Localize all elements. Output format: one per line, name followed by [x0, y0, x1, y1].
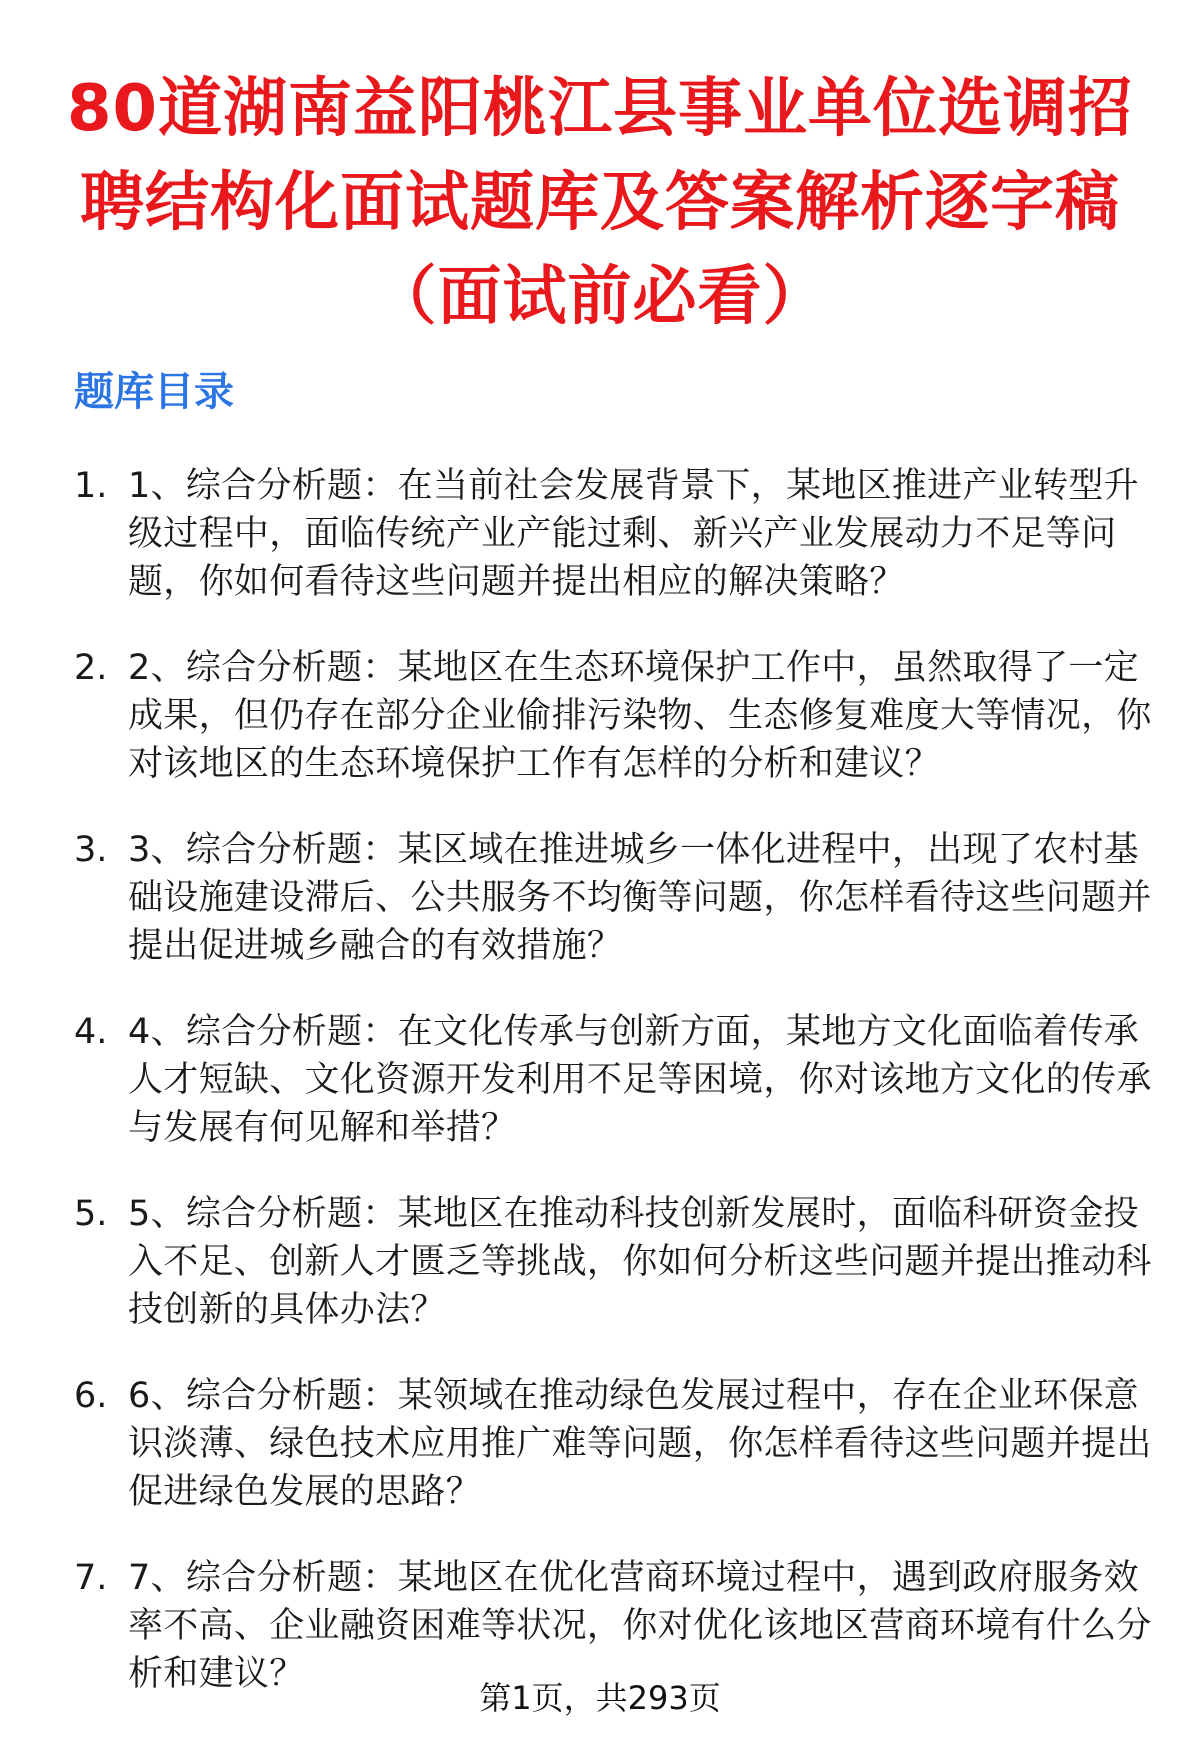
question-text: 6、综合分析题：某领域在推动绿色发展过程中，存在企业环保意识淡薄、绿色技术应用推广难等问题，你怎样看待这些问题并提出促进绿色发展的思路？ — [128, 1376, 1152, 1512]
page-title: 80道湖南益阳桃江县事业单位选调招聘结构化面试题库及答案解析逐字稿（面试前必看） — [66, 72, 1134, 334]
question-list — [0, 462, 1200, 1736]
list-item — [0, 462, 1200, 644]
question-number: 4. — [74, 1012, 108, 1052]
list-item — [0, 826, 1200, 1008]
page-footer: 第1页，共293页 — [479, 1679, 721, 1717]
question-number: 7. — [74, 1558, 108, 1598]
list-item — [0, 1190, 1200, 1372]
question-text: 3、综合分析题：某区域在推进城乡一体化进程中，出现了农村基础设施建设滞后、公共服务不均衡等问题，你怎样看待这些问题并提出促进城乡融合的有效措施？ — [128, 830, 1152, 966]
question-number: 1. — [74, 466, 108, 506]
question-text: 2、综合分析题：某地区在生态环境保护工作中，虽然取得了一定成果，但仍存在部分企业偷排污染物、生态修复难度大等情况，你对该地区的生态环境保护工作有怎样的分析和建议？ — [128, 648, 1152, 784]
question-text: 5、综合分析题：某地区在推动科技创新发展时，面临科研资金投入不足、创新人才匮乏等挑战，你如何分析这些问题并提出推动科技创新的具体办法？ — [128, 1194, 1152, 1330]
question-text: 1、综合分析题：在当前社会发展背景下，某地区推进产业转型升级过程中，面临传统产业产能过剩、新兴产业发展动力不足等问题，你如何看待这些问题并提出相应的解决策略？ — [128, 466, 1139, 602]
list-item — [0, 1008, 1200, 1190]
toc-heading: 题库目录 — [74, 369, 234, 415]
question-number: 2. — [74, 648, 108, 688]
question-number: 6. — [74, 1376, 108, 1416]
question-number: 3. — [74, 830, 108, 870]
list-item — [0, 1372, 1200, 1554]
question-text: 7、综合分析题：某地区在优化营商环境过程中，遇到政府服务效率不高、企业融资困难等状况，你对优化该地区营商环境有什么分析和建议？ — [128, 1558, 1152, 1694]
question-number: 5. — [74, 1194, 108, 1234]
question-text: 4、综合分析题：在文化传承与创新方面，某地方文化面临着传承人才短缺、文化资源开发利用不足等困境，你对该地方文化的传承与发展有何见解和举措？ — [128, 1012, 1152, 1148]
list-item — [0, 644, 1200, 826]
